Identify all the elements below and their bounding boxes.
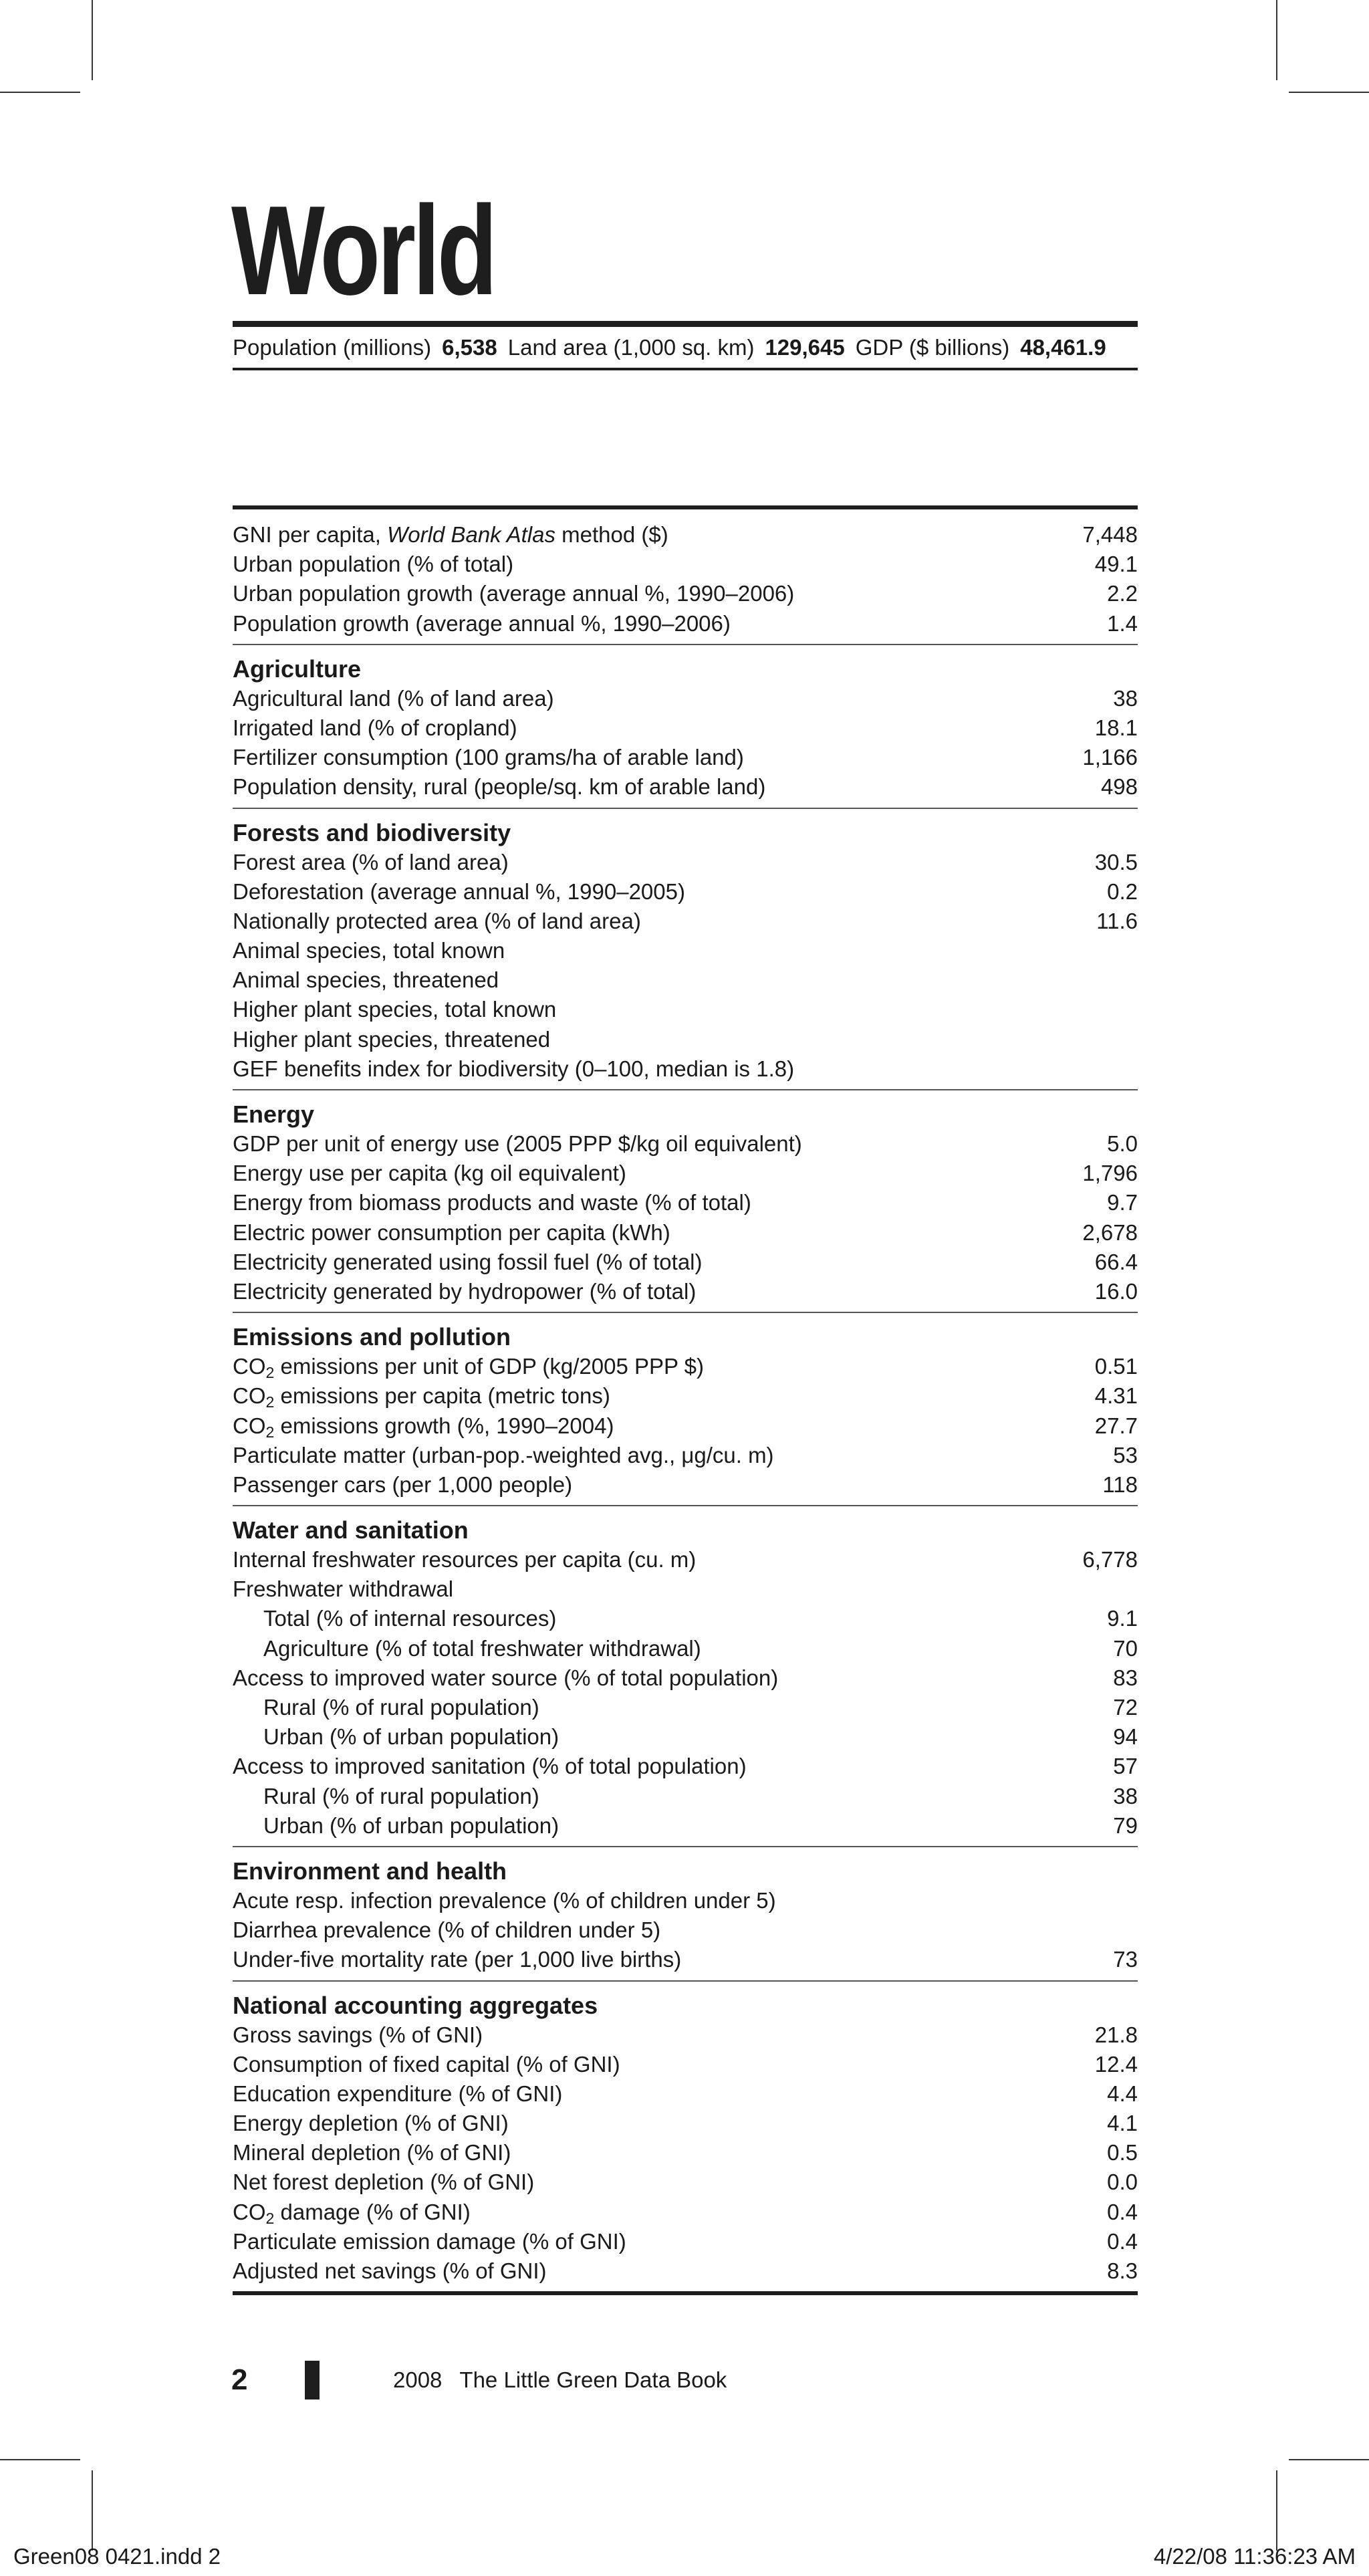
row-label <box>233 1411 614 1441</box>
section-title: Agriculture <box>233 655 362 683</box>
row-label-text: GNI per capita, <box>233 522 388 547</box>
row-value: 94 <box>1113 1724 1138 1750</box>
table-row <box>233 1886 1138 1915</box>
row-value: 1.4 <box>1107 610 1138 636</box>
row-label-text: Population density, rural (people/sq. km of arable land) <box>233 774 766 800</box>
crop-mark <box>1289 92 1369 93</box>
row-value: 18.1 <box>1094 715 1138 740</box>
row-label-subscript: 2 <box>265 1393 275 1411</box>
row-value: 8.3 <box>1107 2258 1138 2283</box>
table-row <box>233 1722 1138 1752</box>
row-value: 79 <box>1113 1812 1138 1838</box>
row-label <box>233 1693 539 1722</box>
row-value: 1,796 <box>1082 1161 1138 1186</box>
table-row <box>233 1277 1138 1306</box>
table-row <box>233 1752 1138 1781</box>
row-value: 0.4 <box>1107 2199 1138 2224</box>
row-value: 38 <box>1113 685 1138 711</box>
row-label-subscript: 2 <box>265 1423 275 1441</box>
row-label <box>233 1277 696 1306</box>
row-label <box>233 2109 509 2138</box>
row-label <box>233 520 668 550</box>
row-label-text: Higher plant species, threatened <box>233 1026 551 1052</box>
table-row <box>233 1129 1138 1159</box>
summary-value: 48,461.9 <box>1020 334 1106 360</box>
summary-value: 6,538 <box>442 334 497 360</box>
table-row <box>233 1693 1138 1722</box>
crop-mark <box>1276 0 1277 80</box>
row-value: 49.1 <box>1094 552 1138 577</box>
table-row <box>233 2198 1138 2227</box>
row-value: 72 <box>1113 1695 1138 1720</box>
row-label <box>233 1782 539 1811</box>
print-slug-file: Green08 0421.indd 2 <box>13 2544 221 2569</box>
row-label-text: Deforestation (average annual %, 1990–2005) <box>233 879 685 904</box>
row-value: 16.0 <box>1094 1278 1138 1304</box>
row-label <box>233 1218 670 1248</box>
row-value: 2.2 <box>1107 581 1138 606</box>
table-row <box>233 743 1138 772</box>
table-section <box>233 809 1138 1091</box>
row-value: 38 <box>1113 1783 1138 1808</box>
row-label <box>233 2050 620 2079</box>
footer-year: 2008 <box>393 2367 443 2392</box>
table-row <box>233 995 1138 1024</box>
row-label <box>233 1945 681 1974</box>
row-label <box>233 1129 802 1159</box>
table-row <box>233 1545 1138 1574</box>
row-value: 12.4 <box>1094 2051 1138 2077</box>
row-value: 0.51 <box>1094 1354 1138 1379</box>
row-label-text: Diarrhea prevalence (% of children under 5) <box>233 1917 661 1943</box>
row-label-text: CO <box>233 1354 266 1379</box>
row-label-text: Energy depletion (% of GNI) <box>233 2111 509 2136</box>
row-label-text: CO <box>233 2199 266 2224</box>
row-label <box>233 713 517 743</box>
table-row <box>233 1054 1138 1084</box>
row-label-text: Rural (% of rural population) <box>263 1695 539 1720</box>
row-label <box>233 772 765 802</box>
row-label <box>233 1574 453 1604</box>
row-label <box>233 2020 483 2050</box>
row-value: 4.4 <box>1107 2081 1138 2106</box>
table-row <box>233 2168 1138 2197</box>
footer-bar <box>305 2361 320 2399</box>
row-value: 27.7 <box>1094 1413 1138 1438</box>
table-row <box>233 1782 1138 1811</box>
row-label-text: Access to improved water source (% of total population) <box>233 1665 779 1690</box>
table-row <box>233 2079 1138 2109</box>
row-label-text: Under-five mortality rate (per 1,000 live births) <box>233 1947 682 1972</box>
table-row <box>233 2227 1138 2256</box>
row-label <box>233 743 744 772</box>
table-row <box>233 907 1138 936</box>
table-row <box>233 1604 1138 1633</box>
row-value: 6,778 <box>1082 1547 1138 1572</box>
section-title: Emissions and pollution <box>233 1323 511 1351</box>
row-value: 7,448 <box>1082 522 1138 547</box>
row-value: 73 <box>1113 1947 1138 1972</box>
table-section <box>233 1313 1138 1506</box>
row-label-text: Urban population growth (average annual %, 1990–2006) <box>233 581 795 606</box>
table-row <box>233 1915 1138 1945</box>
table-section <box>233 1506 1138 1847</box>
row-label-text: Net forest depletion (% of GNI) <box>233 2170 535 2195</box>
row-value: 498 <box>1100 774 1138 800</box>
row-label-subscript: 2 <box>265 2209 275 2227</box>
row-label <box>233 1470 572 1500</box>
table-row <box>233 1574 1138 1604</box>
row-label-text: Animal species, total known <box>233 938 505 963</box>
row-label-text: Urban (% of urban population) <box>263 1724 559 1750</box>
row-label-text: Particulate matter (urban-pop.-weighted avg., μg/cu. m) <box>233 1442 774 1468</box>
table-section <box>233 1982 1138 2292</box>
row-label-text: Energy from biomass products and waste (% of total) <box>233 1190 751 1215</box>
row-value: 0.0 <box>1107 2170 1138 2195</box>
row-label <box>233 1159 626 1188</box>
row-label <box>233 2227 626 2256</box>
section-title: Water and sanitation <box>233 1516 469 1544</box>
row-label-italic: World Bank Atlas <box>387 522 555 547</box>
row-value: 70 <box>1113 1635 1138 1661</box>
row-value: 21.8 <box>1094 2022 1138 2047</box>
row-value: 9.7 <box>1107 1190 1138 1215</box>
table-section <box>233 1090 1138 1313</box>
row-value: 53 <box>1113 1442 1138 1468</box>
table-row <box>233 2050 1138 2079</box>
row-label <box>233 1352 704 1381</box>
row-label-text: GDP per unit of energy use (2005 PPP $/kg oil equivalent) <box>233 1131 802 1156</box>
row-label-text: damage (% of GNI) <box>274 2199 471 2224</box>
row-label <box>233 1752 747 1781</box>
table-section <box>233 1847 1138 1982</box>
table-row <box>233 1441 1138 1470</box>
row-label-text: Agriculture (% of total freshwater withdrawal) <box>263 1635 701 1661</box>
row-label-text: Electricity generated by hydropower (% of total) <box>233 1278 697 1304</box>
row-value: 0.2 <box>1107 879 1138 904</box>
table-section <box>233 645 1138 809</box>
table-row <box>233 1945 1138 1974</box>
table-row <box>233 772 1138 802</box>
row-label <box>233 1054 794 1084</box>
row-label-text: Acute resp. infection prevalence (% of children under 5) <box>233 1887 776 1913</box>
row-label <box>233 2198 471 2227</box>
table-row <box>233 579 1138 608</box>
table-row <box>233 848 1138 877</box>
table-row <box>233 1218 1138 1248</box>
row-label <box>233 1915 660 1945</box>
row-label-text: Urban population (% of total) <box>233 552 514 577</box>
row-label-text: Fertilizer consumption (100 grams/ha of arable land) <box>233 745 744 770</box>
row-label-text: Population growth (average annual %, 1990–2006) <box>233 610 731 636</box>
row-label-text: emissions growth (%, 1990–2004) <box>274 1413 614 1438</box>
indicator-table <box>233 505 1138 2295</box>
row-label-text: method ($) <box>555 522 668 547</box>
row-label <box>233 1663 778 1693</box>
row-label <box>233 1025 550 1054</box>
row-label <box>233 1634 701 1663</box>
table-row <box>233 1025 1138 1054</box>
row-label-text: Animal species, threatened <box>233 967 499 993</box>
row-value: 4.31 <box>1094 1383 1138 1409</box>
row-label-text: Energy use per capita (kg oil equivalent) <box>233 1161 626 1186</box>
row-label <box>233 550 513 579</box>
page-title: World <box>231 180 495 322</box>
summary-label: GDP ($ billions) <box>855 334 1010 360</box>
row-label <box>233 1722 559 1752</box>
footer-book-title: The Little Green Data Book <box>459 2367 727 2392</box>
row-label <box>233 907 641 936</box>
row-label-text: Rural (% of rural population) <box>263 1783 539 1808</box>
section-title: Energy <box>233 1100 315 1128</box>
row-label <box>233 936 505 965</box>
table-row <box>233 1248 1138 1277</box>
row-label <box>233 1441 774 1470</box>
row-label-text: Particulate emission damage (% of GNI) <box>233 2228 626 2254</box>
table-row <box>233 1381 1138 1411</box>
table-row <box>233 713 1138 743</box>
section-title: National accounting aggregates <box>233 1991 598 2019</box>
table-row <box>233 1159 1138 1188</box>
row-label-text: Irrigated land (% of cropland) <box>233 715 517 740</box>
row-value: 2,678 <box>1082 1219 1138 1245</box>
row-label-text: Nationally protected area (% of land area) <box>233 908 641 933</box>
row-value: 4.1 <box>1107 2111 1138 2136</box>
row-label-text: Access to improved sanitation (% of total population) <box>233 1754 747 1779</box>
row-label-text: Adjusted net savings (% of GNI) <box>233 2258 547 2283</box>
row-value: 0.4 <box>1107 2228 1138 2254</box>
page-number: 2 <box>231 2363 248 2396</box>
row-label-text: Agricultural land (% of land area) <box>233 685 554 711</box>
row-value: 0.5 <box>1107 2140 1138 2165</box>
row-label <box>233 965 499 995</box>
row-label <box>233 609 731 638</box>
row-label <box>233 2256 547 2286</box>
table-row <box>233 550 1138 579</box>
row-label-text: emissions per capita (metric tons) <box>274 1383 610 1409</box>
row-label-text: CO <box>233 1383 266 1409</box>
table-row <box>233 609 1138 638</box>
row-value: 9.1 <box>1107 1606 1138 1631</box>
table-row <box>233 1811 1138 1841</box>
table-row <box>233 1352 1138 1381</box>
table-row <box>233 965 1138 995</box>
page-footer <box>231 2360 1167 2400</box>
row-label <box>233 2138 511 2168</box>
row-label-text: Forest area (% of land area) <box>233 849 509 874</box>
row-label <box>233 877 685 907</box>
row-label-text: GEF benefits index for biodiversity (0–100, median is 1.8) <box>233 1056 795 1081</box>
table-row <box>233 1188 1138 1217</box>
table-row <box>233 936 1138 965</box>
row-label <box>233 1811 559 1841</box>
section-title: Environment and health <box>233 1857 507 1885</box>
table-row <box>233 520 1138 550</box>
table-row <box>233 2256 1138 2286</box>
row-value: 11.6 <box>1096 908 1138 933</box>
row-label-text: Gross savings (% of GNI) <box>233 2022 483 2047</box>
table-row <box>233 1634 1138 1663</box>
row-label-text: Consumption of fixed capital (% of GNI) <box>233 2051 620 2077</box>
table-row <box>233 1663 1138 1693</box>
print-slug-date: 4/22/08 11:36:23 AM <box>1153 2544 1356 2569</box>
row-value: 83 <box>1113 1665 1138 1690</box>
row-value: 57 <box>1113 1754 1138 1779</box>
row-label-text: Electric power consumption per capita (kWh) <box>233 1219 670 1245</box>
row-label <box>233 1188 751 1217</box>
row-label-text: Internal freshwater resources per capita (cu. m) <box>233 1547 697 1572</box>
crop-mark <box>1289 2459 1369 2460</box>
section-title: Forests and biodiversity <box>233 818 511 846</box>
row-value: 5.0 <box>1107 1131 1138 1156</box>
crop-mark <box>92 0 93 80</box>
row-value: 1,166 <box>1082 745 1138 770</box>
row-label <box>233 684 554 713</box>
row-label-text: Higher plant species, total known <box>233 997 557 1022</box>
summary-label: Population (millions) <box>233 334 432 360</box>
row-value: 118 <box>1102 1472 1138 1497</box>
row-label <box>233 1545 696 1574</box>
row-label <box>233 579 794 608</box>
table-row <box>233 2109 1138 2138</box>
row-label-text: Education expenditure (% of GNI) <box>233 2081 563 2106</box>
table-row <box>233 684 1138 713</box>
row-label <box>233 1886 776 1915</box>
crop-mark <box>92 2470 93 2551</box>
row-label-text: Urban (% of urban population) <box>263 1812 559 1838</box>
row-label-text: Electricity generated using fossil fuel (% of total) <box>233 1249 703 1274</box>
crop-mark <box>0 92 80 93</box>
row-label <box>233 848 509 877</box>
row-label-text: Passenger cars (per 1,000 people) <box>233 1472 573 1497</box>
row-label-text: Freshwater withdrawal <box>233 1576 454 1602</box>
table-row <box>233 2138 1138 2168</box>
table-row <box>233 1411 1138 1441</box>
row-value: 66.4 <box>1094 1249 1138 1274</box>
row-label-text: emissions per unit of GDP (kg/2005 PPP $) <box>274 1354 704 1379</box>
row-label <box>233 2168 534 2197</box>
row-label-text: CO <box>233 1413 266 1438</box>
row-label <box>233 1604 556 1633</box>
table-row <box>233 1470 1138 1500</box>
table-row <box>233 877 1138 907</box>
crop-mark <box>1276 2470 1277 2551</box>
summary-bar <box>233 321 1138 370</box>
row-label <box>233 2079 562 2109</box>
summary-label: Land area (1,000 sq. km) <box>507 334 755 360</box>
row-label-text: Mineral depletion (% of GNI) <box>233 2140 511 2165</box>
row-label-text: Total (% of internal resources) <box>263 1606 557 1631</box>
row-label <box>233 1248 703 1277</box>
row-label <box>233 1381 610 1411</box>
row-value: 30.5 <box>1094 849 1138 874</box>
crop-mark <box>0 2459 80 2460</box>
row-label <box>233 995 556 1024</box>
summary-value: 129,645 <box>765 334 845 360</box>
table-row <box>233 2020 1138 2050</box>
table-section <box>233 509 1138 645</box>
row-label-subscript: 2 <box>265 1363 275 1381</box>
